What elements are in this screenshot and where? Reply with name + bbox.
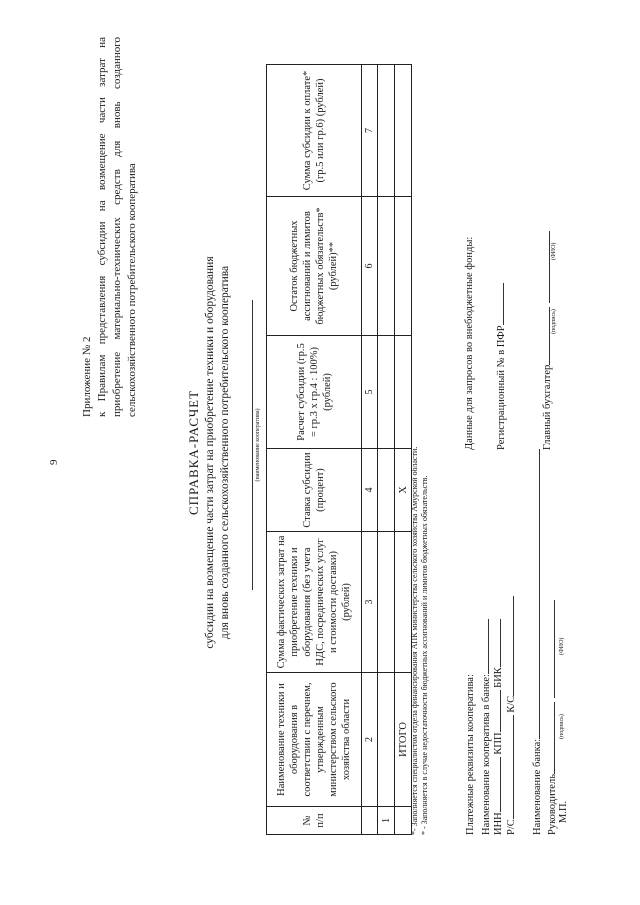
header-cell: Ставка субсидии (процент) [267, 449, 362, 532]
page-number: 9 [48, 459, 60, 465]
document-title: СПРАВКА-РАСЧЕТ [186, 389, 201, 516]
blank-line [489, 757, 501, 812]
name-line [543, 600, 555, 698]
appendix-text: к Правилам представления субсидии на возмещение части затрат на приобретение материально-технических средств для вновь созданного сельскохозяйственного потребительского кооператива [96, 37, 138, 417]
rs-ks-field [502, 596, 518, 835]
column-number: 3 [362, 532, 378, 673]
ks-label: К/С [506, 695, 517, 713]
table-cell [395, 336, 412, 449]
blank-line [502, 596, 514, 696]
table-cell [378, 449, 395, 532]
accountant-label: Главный бухгалтер [542, 364, 553, 450]
blank-line [489, 690, 501, 732]
total-label: ИТОГО [395, 673, 412, 807]
signature-caption: (подпись) [559, 714, 565, 739]
header-cell: Сумма субсидии к оплате* (гр.5 или гр.6) (рублей) [267, 65, 362, 197]
coop-name-caption: (наименование кооператива) [255, 408, 261, 482]
column-number: 2 [362, 673, 378, 807]
header-cell: Расчет субсидии (гр.5 = гр.3 x гр.4 : 100%) (рублей) [267, 336, 362, 449]
bank-field [528, 449, 544, 835]
rs-label: Р/С [506, 819, 517, 835]
signature-caption: (подпись) [551, 309, 557, 334]
document-subtitle-2: для вновь созданного сельскохозяйственного потребительского кооператива [219, 265, 231, 640]
blank-line [492, 283, 504, 325]
table-cell [395, 65, 412, 197]
blank-line [528, 449, 540, 739]
header-cell: Наименование техники и оборудования в соответствии с перечнем, утвержденным министерством сельского хозяйства области [267, 673, 362, 807]
table-header-row [267, 65, 362, 835]
signature-line [543, 702, 555, 774]
table-cell: X [395, 449, 412, 532]
table-cell [378, 532, 395, 673]
name-caption: (ФИО) [551, 242, 557, 260]
stamp-label: М.П. [558, 800, 569, 823]
table-cell: 1 [378, 807, 395, 835]
kpp-label: КПП [493, 732, 504, 755]
coop-name-line [252, 300, 253, 590]
column-number [362, 807, 378, 835]
appendix-block [80, 37, 140, 417]
pfr-field [492, 283, 507, 450]
table-cell [378, 336, 395, 449]
blank-line [489, 619, 501, 667]
header-cell: № п/п [267, 807, 362, 835]
bank-label: Наименование банка: [532, 738, 543, 835]
table-cell [395, 807, 412, 835]
column-number-row [362, 65, 378, 835]
inn-label: ИНН [493, 812, 504, 835]
table-cell [378, 65, 395, 197]
header-cell: Сумма фактических затрат на приобретение техники и оборудования (без учета НДС, посреднических услуг и стоимости доставки) (рублей) [267, 532, 362, 673]
table-cell [395, 197, 412, 336]
table-row [378, 65, 395, 835]
column-number: 6 [362, 197, 378, 336]
name-caption: (ФИО) [559, 637, 565, 655]
table-cell [378, 197, 395, 336]
requisites-heading: Платежные реквизиты кооператива: [465, 674, 476, 835]
bank-name-label: Наименование кооператива в банке: [481, 674, 492, 835]
accountant-signature-field [538, 231, 557, 450]
column-number: 4 [362, 449, 378, 532]
column-number: 7 [362, 65, 378, 197]
footnote: *- Заполняется специалистом отдела финансирования АПК министерства сельского хозяйства Амурской области. [410, 446, 419, 835]
document-subtitle-1: субсидии на возмещение части затрат на приобретение техники и оборудования [204, 256, 216, 649]
blank-line [477, 619, 489, 674]
column-number: 5 [362, 336, 378, 449]
name-line [538, 231, 550, 303]
signature-line [538, 307, 550, 365]
table-total-row [395, 65, 412, 835]
blank-line [502, 715, 514, 819]
extra-funds-heading: Данные для запросов во внебюджетные фонды: [464, 236, 475, 450]
table-cell [378, 673, 395, 807]
header-cell: Остаток бюджетных ассигнований и лимитов бюджетных обязательств* (рублей)** [267, 197, 362, 336]
calculation-table [266, 64, 412, 835]
head-label: Руководитель [547, 774, 558, 835]
appendix-title: Приложение № 2 [81, 336, 93, 417]
pfr-label: Регистрационный № в ПФР [496, 325, 507, 450]
table-cell [395, 532, 412, 673]
footnote: * - Заполняется в случае недостаточности бюджетных ассигнований и лимитов бюджетных обязательств. [420, 475, 429, 835]
bik-label: БИК [493, 667, 504, 688]
